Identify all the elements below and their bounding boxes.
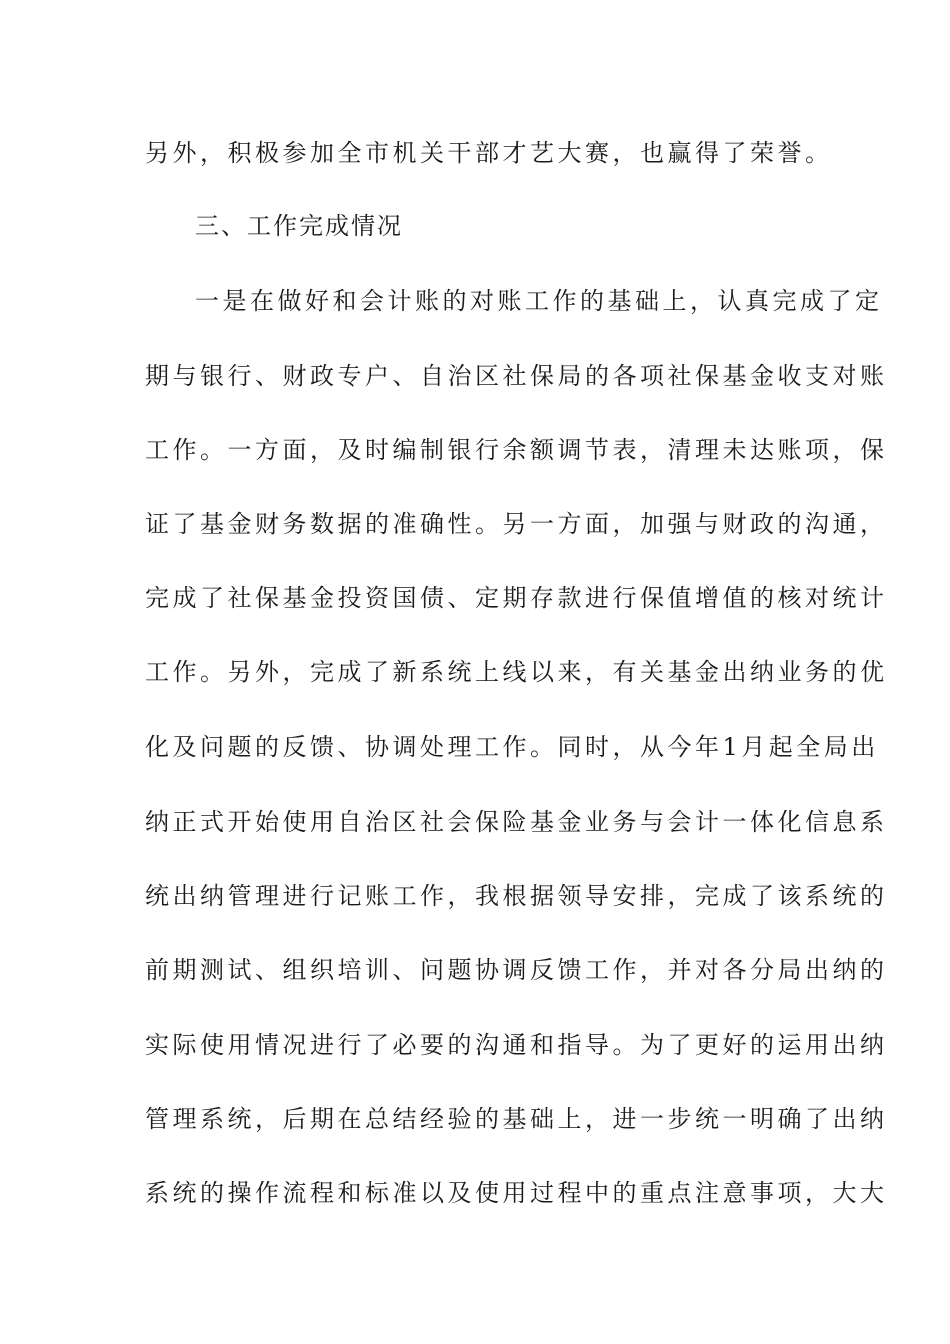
paragraph-line: 前期测试、组织培训、问题协调反馈工作，并对各分局出纳的 bbox=[145, 956, 888, 984]
paragraph-line: 工作。另外，完成了新系统上线以来，有关基金出纳业务的优 bbox=[145, 658, 888, 686]
paragraph-line: 一是在做好和会计账的对账工作的基础上，认真完成了定 bbox=[195, 287, 883, 315]
paragraph-line: 系统的操作流程和标准以及使用过程中的重点注意事项，大大 bbox=[145, 1179, 888, 1207]
paragraph-line: 纳正式开始使用自治区社会保险基金业务与会计一体化信息系 bbox=[145, 808, 888, 836]
paragraph-line: 证了基金财务数据的准确性。另一方面，加强与财政的沟通， bbox=[145, 510, 888, 538]
paragraph-line: 管理系统，后期在总结经验的基础上，进一步统一明确了出纳 bbox=[145, 1105, 888, 1133]
paragraph-line: 实际使用情况进行了必要的沟通和指导。为了更好的运用出纳 bbox=[145, 1031, 888, 1059]
paragraph-line: 化及问题的反馈、协调处理工作。同时，从今年1月起全局出 bbox=[145, 733, 879, 761]
paragraph-line: 另外，积极参加全市机关干部才艺大赛，也赢得了荣誉。 bbox=[145, 139, 833, 167]
section-heading: 三、工作完成情况 bbox=[195, 212, 403, 240]
paragraph-line: 期与银行、财政专户、自治区社保局的各项社保基金收支对账 bbox=[145, 362, 888, 390]
paragraph-line: 工作。一方面，及时编制银行余额调节表，清理未达账项，保 bbox=[145, 436, 888, 464]
paragraph-line: 完成了社保基金投资国债、定期存款进行保值增值的核对统计 bbox=[145, 584, 888, 612]
paragraph-line: 统出纳管理进行记账工作，我根据领导安排，完成了该系统的 bbox=[145, 882, 888, 910]
